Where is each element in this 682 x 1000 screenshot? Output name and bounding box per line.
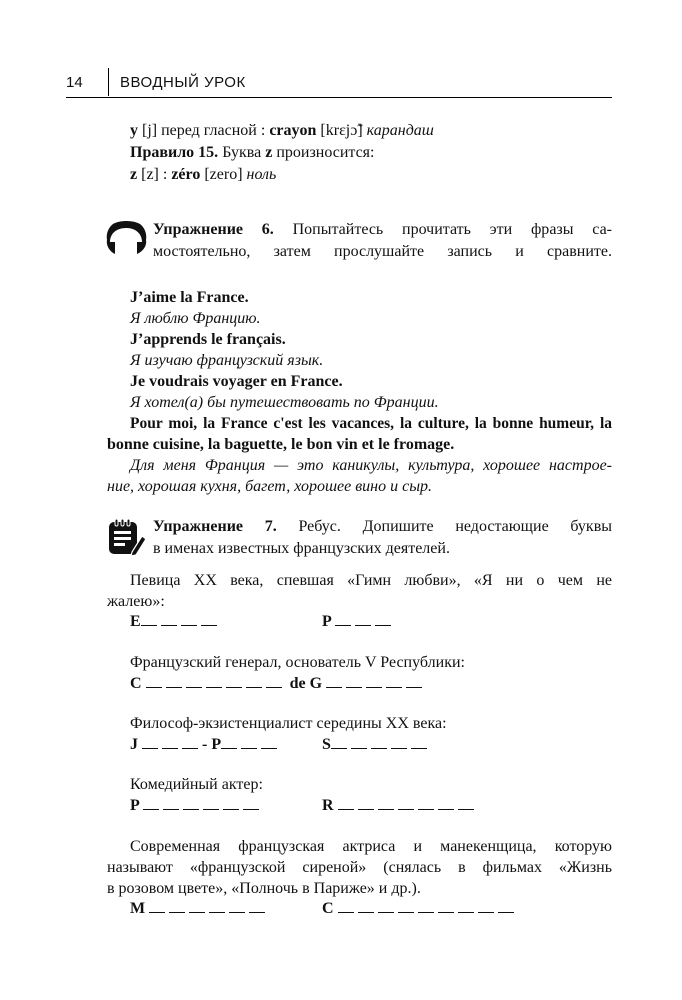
answer-blank (261, 734, 277, 749)
phrase-ru-long-line2: ние, хорошая кухня, багет, хорошее вино и сыр. (107, 478, 433, 495)
answer-blank (226, 673, 242, 688)
answer-blank (249, 898, 265, 913)
rebus-answer-1b: P (322, 611, 395, 632)
answer-blank (161, 611, 177, 626)
rebus-question-2: Французский генерал, основатель V Республики: (130, 654, 465, 671)
rebus-question-5-line2: называют «французской сиреной» (снялась в фильмах «Жизнь (107, 859, 612, 876)
answer-blank (221, 734, 237, 749)
answer-blank (183, 795, 199, 810)
rule-z-line: z [z] : zéro [zero] ноль (130, 166, 277, 183)
answer-blank (203, 795, 219, 810)
phrase-fr-3: Je voudrais voyager en France. (130, 373, 343, 390)
rebus-answer-4b: R (322, 795, 478, 816)
rebus-question-3: Философ-экзистенциалист середины XX века: (130, 715, 447, 732)
exercise7-heading-line1: Упражнение 7. Ребус. Допишите недостающие буквы (153, 518, 613, 535)
rebus-answer-4a: P (130, 795, 263, 816)
answer-blank (169, 898, 185, 913)
answer-blank (338, 795, 354, 810)
answer-blank (398, 795, 414, 810)
answer-blank (351, 734, 367, 749)
phrase-fr-1: J’aime la France. (130, 289, 249, 306)
answer-blank (331, 734, 347, 749)
exercise7-heading-line2: в именах известных французских деятелей. (153, 540, 450, 557)
answer-blank (498, 898, 514, 913)
phrase-ru-long-line1: Для меня Франция — это каникулы, культура, хорошее настрое- (130, 457, 612, 474)
answer-blank (162, 734, 178, 749)
answer-blank (149, 898, 165, 913)
phrase-ru-2: Я изучаю французский язык. (130, 352, 324, 369)
rebus-answer-3a: J - P (130, 734, 281, 755)
answer-blank (371, 734, 387, 749)
section-title: ВВОДНЫЙ УРОК (120, 74, 246, 91)
answer-blank (246, 673, 262, 688)
answer-blank (206, 673, 222, 688)
answer-blank (398, 898, 414, 913)
answer-blank (143, 795, 159, 810)
answer-blank (209, 898, 225, 913)
rebus-question-1-line1: Певица XX века, спевшая «Гимн любви», «Я ни о чем не (130, 572, 612, 589)
rebus-question-5-line3: в розовом цвете», «Полночь в Париже» и др.). (107, 880, 421, 897)
answer-blank (181, 611, 197, 626)
answer-blank (478, 898, 494, 913)
exercise6-heading-line2: мостоятельно, затем прослушайте запись и сравните. (153, 243, 612, 260)
rebus-question-1-line2: жалею»: (107, 593, 165, 610)
answer-blank (338, 898, 354, 913)
rebus-question-5-line1: Современная французская актриса и манекенщица, которую (130, 838, 612, 855)
phrase-fr-long-line1: Pour moi, la France c'est les vacances, la culture, la bonne humeur, la (130, 415, 612, 432)
answer-blank (406, 673, 422, 688)
answer-blank (458, 795, 474, 810)
answer-blank (386, 673, 402, 688)
page-number: 14 (66, 74, 83, 91)
answer-blank (411, 734, 427, 749)
rule-y-line: y [j] перед гласной : crayon [krɛjɔ̃] карандаш (130, 122, 434, 139)
phrase-ru-3: Я хотел(а) бы путешествовать по Франции. (130, 394, 439, 411)
rebus-question-4: Комедийный актер: (130, 776, 263, 793)
answer-blank (146, 673, 162, 688)
answer-blank (378, 898, 394, 913)
answer-blank (355, 611, 371, 626)
answer-blank (241, 734, 257, 749)
answer-blank (182, 734, 198, 749)
answer-blank (358, 898, 374, 913)
answer-blank (166, 673, 182, 688)
answer-blank (223, 795, 239, 810)
answer-blank (458, 898, 474, 913)
answer-blank (358, 795, 374, 810)
answer-blank (189, 898, 205, 913)
rebus-answer-2: C de G (130, 673, 426, 694)
answer-blank (418, 898, 434, 913)
phrase-ru-1: Я люблю Францию. (130, 310, 261, 327)
answer-blank (201, 611, 217, 626)
answer-blank (438, 898, 454, 913)
answer-blank (366, 673, 382, 688)
answer-blank (229, 898, 245, 913)
answer-blank (378, 795, 394, 810)
rebus-answer-5a: M (130, 898, 269, 919)
answer-blank (163, 795, 179, 810)
answer-blank (391, 734, 407, 749)
rebus-answer-3b: S (322, 734, 431, 755)
answer-blank (418, 795, 434, 810)
answer-blank (266, 673, 282, 688)
phrase-fr-2: J’apprends le français. (130, 331, 286, 348)
answer-blank (186, 673, 202, 688)
answer-blank (243, 795, 259, 810)
answer-blank (141, 611, 157, 626)
answer-blank (326, 673, 342, 688)
answer-blank (142, 734, 158, 749)
header-rule (66, 97, 612, 98)
answer-blank (375, 611, 391, 626)
rebus-answer-5b: C (322, 898, 518, 919)
phrase-fr-long-line2: bonne cuisine, la baguette, le bon vin et le fromage. (107, 436, 455, 453)
answer-blank (335, 611, 351, 626)
rebus-answer-1a: E (130, 611, 221, 632)
answer-blank (346, 673, 362, 688)
page-header (66, 74, 612, 98)
rule-15: Правило 15. Буква z произносится: (130, 144, 375, 161)
answer-blank (438, 795, 454, 810)
exercise6-heading-line1: Упражнение 6. Попытайтесь прочитать эти фразы са- (153, 221, 613, 238)
notepad-pencil-icon (106, 518, 148, 558)
header-divider (108, 68, 109, 96)
audio-note-icon (104, 220, 150, 258)
